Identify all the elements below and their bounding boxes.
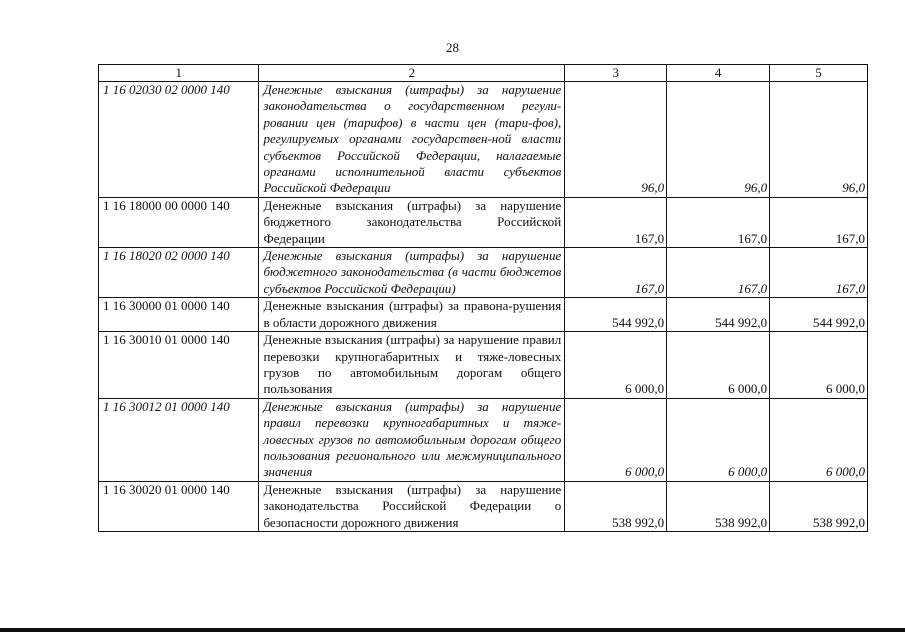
revenue-name: Денежные взыскания (штрафы) за нарушение бюджетного законодательства (в части бюджетов субъектов Российской Федерации) <box>259 248 565 298</box>
budget-code: 1 16 30000 01 0000 140 <box>99 298 259 332</box>
table-row <box>99 82 868 198</box>
value-col-4: 167,0 <box>667 197 770 247</box>
revenue-name: Денежные взыскания (штрафы) за нарушение правил перевозки крупногабаритных и тяже-ловесных грузов по автомобильным дорогам общего пользования <box>259 332 565 399</box>
table-row <box>99 332 868 399</box>
value-col-3: 544 992,0 <box>565 298 667 332</box>
revenue-name: Денежные взыскания (штрафы) за нарушение законодательства о государственном регули-ровании цен (тарифов) в части цен (тари-фов), регулируемых органами государствен-ной власти субъектов Российской Федерации, налагаемые органами исполнительной власти субъектов Российской Федерации <box>259 82 565 198</box>
table-row <box>99 197 868 247</box>
scan-bottom-edge <box>0 628 905 632</box>
value-col-4: 544 992,0 <box>667 298 770 332</box>
header-col-2: 2 <box>259 65 565 82</box>
value-col-4: 96,0 <box>667 82 770 198</box>
value-col-5: 96,0 <box>770 82 868 198</box>
value-col-4: 6 000,0 <box>667 398 770 481</box>
table-row <box>99 398 868 481</box>
value-col-5: 544 992,0 <box>770 298 868 332</box>
budget-code: 1 16 30012 01 0000 140 <box>99 398 259 481</box>
header-col-1: 1 <box>99 65 259 82</box>
value-col-4: 6 000,0 <box>667 332 770 399</box>
value-col-5: 6 000,0 <box>770 332 868 399</box>
value-col-3: 96,0 <box>565 82 667 198</box>
budget-code: 1 16 18020 02 0000 140 <box>99 248 259 298</box>
header-col-5: 5 <box>770 65 868 82</box>
value-col-3: 167,0 <box>565 197 667 247</box>
value-col-3: 6 000,0 <box>565 398 667 481</box>
table-row <box>99 248 868 298</box>
value-col-5: 167,0 <box>770 197 868 247</box>
value-col-5: 538 992,0 <box>770 481 868 531</box>
table-row <box>99 298 868 332</box>
header-col-4: 4 <box>667 65 770 82</box>
value-col-3: 538 992,0 <box>565 481 667 531</box>
revenue-name: Денежные взыскания (штрафы) за правона-рушения в области дорожного движения <box>259 298 565 332</box>
value-col-3: 167,0 <box>565 248 667 298</box>
value-col-5: 6 000,0 <box>770 398 868 481</box>
budget-code: 1 16 30020 01 0000 140 <box>99 481 259 531</box>
budget-code: 1 16 18000 00 0000 140 <box>99 197 259 247</box>
revenue-name: Денежные взыскания (штрафы) за нарушение правил перевозки крупногабаритных и тяже-ловесных грузов по автомобильным дорогам общего пользования регионального или межмуниципального значения <box>259 398 565 481</box>
page-number: 28 <box>446 40 459 55</box>
header-row <box>99 65 868 82</box>
value-col-4: 167,0 <box>667 248 770 298</box>
budget-code: 1 16 02030 02 0000 140 <box>99 82 259 198</box>
value-col-4: 538 992,0 <box>667 481 770 531</box>
revenue-name: Денежные взыскания (штрафы) за нарушение бюджетного законодательства Российской Федерации <box>259 197 565 247</box>
value-col-5: 167,0 <box>770 248 868 298</box>
header-col-3: 3 <box>565 65 667 82</box>
revenue-name: Денежные взыскания (штрафы) за нарушение законодательства Российской Федерации о безопасности дорожного движения <box>259 481 565 531</box>
budget-code: 1 16 30010 01 0000 140 <box>99 332 259 399</box>
table-row <box>99 481 868 531</box>
value-col-3: 6 000,0 <box>565 332 667 399</box>
budget-table <box>98 64 868 532</box>
